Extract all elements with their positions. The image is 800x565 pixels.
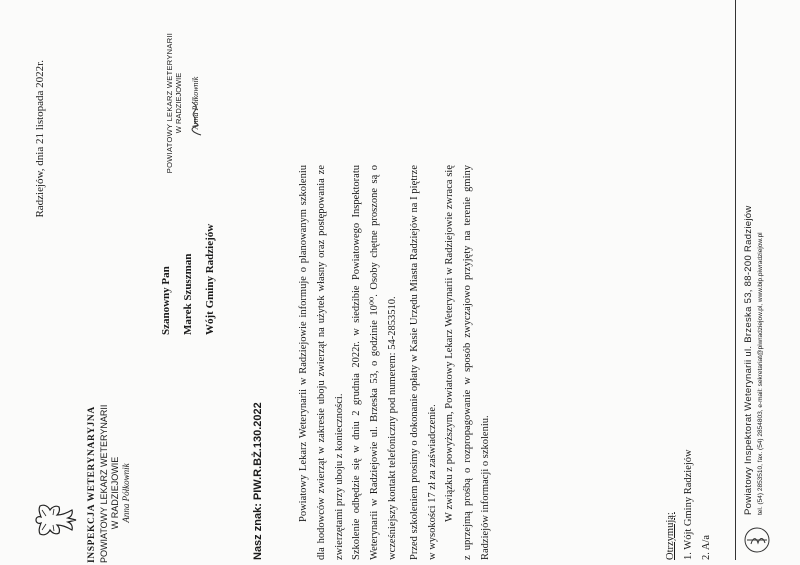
body-paragraph-2: Szkolenie odbędzie się w dniu 2 grudnia 2022r. w siedzibie Powiatowego Inspektoratu Weterynarii w Radziejowie ul. Brzeska 53, o godzinie 10⁰⁰. Osoby chętne proszone są o wcześniejszy kontakt telefoniczny pod numerem: 54-2853510. xyxy=(351,165,398,560)
recipients-item: 2. A/a xyxy=(701,534,712,560)
body-paragraph-3: Przed szkoleniem prosimy o dokonanie opłaty w Kasie Urzędu Miasta Radziejów na I piętrze w wysokości 17 zł za zaświadczenie. xyxy=(408,165,438,560)
stamp-line-2: W RADZIEJOWIE xyxy=(174,72,183,134)
footer-address: Powiatowy Inspektorat Weterynarii ul. Brzeska 53, 88-200 Radziejów xyxy=(743,205,754,515)
stamp-line-1: POWIATOWY LEKARZ WETERYNARII xyxy=(165,32,174,174)
letter-body xyxy=(295,165,495,560)
recipient-name: Marek Szuszman xyxy=(182,253,194,335)
recipient-title: Wójt Gminy Radziejów xyxy=(204,223,216,335)
eagle-emblem-icon xyxy=(32,500,80,540)
header-institution: INSPEKCJA WETERYNARYJNA xyxy=(87,406,97,563)
body-paragraph-4: W związku z powyższym, Powiatowy Lekarz Weterynarii w Radziejowie zwraca się z uprzejmą prośbą o rozpropagowanie w sposób zwyczajowo przyjęty na terenie gminy Radziejów informacji o szkoleniu. xyxy=(444,165,491,560)
recipients-title: Otrzymują: xyxy=(665,512,676,560)
footer-contact: tel. (54) 2853510, fax. (54) 2854803, e-mail: sekretariat@piwradziejow.pl, www.bip.piwradziejow.pl xyxy=(757,232,764,515)
signature-icon xyxy=(185,98,207,138)
official-stamp xyxy=(165,28,200,178)
footer-divider xyxy=(735,0,736,560)
header-office: POWIATOWY LEKARZ WETERYNARII xyxy=(99,404,109,563)
stamp-line-3: Anna Półkownik xyxy=(191,76,200,130)
letter-date: Radziejów, dnia 21 listopada 2022r. xyxy=(34,60,46,218)
recipients-item: 1. Wójt Gminy Radziejów xyxy=(683,449,694,560)
body-paragraph-1: Powiatowy Lekarz Weterynarii w Radziejowie informuje o planowanym szkoleniu dla hodowców zwierząt w zakresie uboju zwierząt na użytek własny oraz postępowania ze zwierzętami przy uboju z konieczności. xyxy=(298,165,345,560)
recipient-salutation: Szanowny Pan xyxy=(160,266,172,335)
header-location: W RADZIEJOWIE xyxy=(110,456,120,530)
veterinary-logo-icon xyxy=(742,525,772,555)
header-officer-name: Anna Półkownik xyxy=(121,463,131,523)
reference-number: Nasz znak: PIW.R.BŻ.130.2022 xyxy=(252,402,264,560)
